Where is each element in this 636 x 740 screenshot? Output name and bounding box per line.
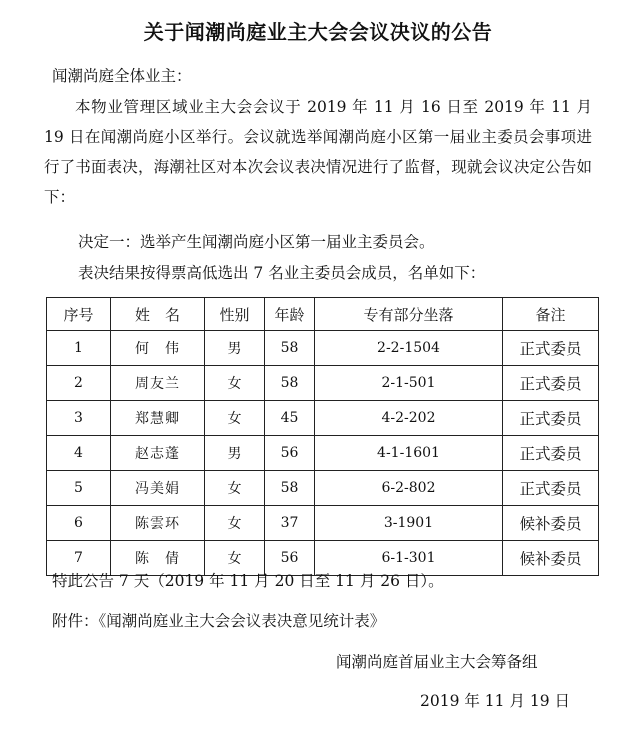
cell-note: 正式委员 bbox=[503, 436, 599, 471]
cell-name: 赵志蓬 bbox=[111, 436, 205, 471]
attachment-note: 附件：《闻潮尚庭业主大会会议表决意见统计表》 bbox=[52, 612, 386, 630]
result-intro: 表决结果按得票高低选出 7 名业主委员会成员，名单如下： bbox=[78, 264, 486, 282]
table-row bbox=[47, 471, 599, 506]
cell-note: 正式委员 bbox=[503, 331, 599, 366]
cell-name: 冯美娟 bbox=[111, 471, 205, 506]
cell-seq: 1 bbox=[47, 331, 111, 366]
header-age: 年龄 bbox=[265, 298, 315, 331]
cell-seq: 3 bbox=[47, 401, 111, 436]
cell-seq: 2 bbox=[47, 366, 111, 401]
cell-age: 58 bbox=[265, 331, 315, 366]
cell-gender: 女 bbox=[205, 506, 265, 541]
cell-gender: 女 bbox=[205, 541, 265, 576]
salutation: 闻潮尚庭全体业主： bbox=[52, 67, 192, 85]
cell-unit: 4-2-202 bbox=[315, 401, 503, 436]
cell-name: 何 伟 bbox=[111, 331, 205, 366]
cell-name: 陈 倩 bbox=[111, 541, 205, 576]
cell-note: 候补委员 bbox=[503, 506, 599, 541]
header-seq: 序号 bbox=[47, 298, 111, 331]
notice-title: 关于闻潮尚庭业主大会会议决议的公告 bbox=[143, 20, 493, 44]
issuer-signature: 闻潮尚庭首届业主大会筹备组 bbox=[336, 653, 538, 671]
issue-date: 2019 年 11 月 19 日 bbox=[420, 692, 571, 710]
cell-age: 58 bbox=[265, 366, 315, 401]
cell-gender: 男 bbox=[205, 436, 265, 471]
cell-seq: 4 bbox=[47, 436, 111, 471]
cell-note: 正式委员 bbox=[503, 471, 599, 506]
cell-unit: 4-1-1601 bbox=[315, 436, 503, 471]
table-row bbox=[47, 506, 599, 541]
cell-unit: 2-1-501 bbox=[315, 366, 503, 401]
cell-note: 正式委员 bbox=[503, 366, 599, 401]
cell-note: 正式委员 bbox=[503, 401, 599, 436]
cell-unit: 6-2-802 bbox=[315, 471, 503, 506]
header-note: 备注 bbox=[503, 298, 599, 331]
cell-age: 37 bbox=[265, 506, 315, 541]
cell-seq: 7 bbox=[47, 541, 111, 576]
table-row bbox=[47, 401, 599, 436]
body-paragraph: 本物业管理区域业主大会会议于 2019 年 11 月 16 日至 2019 年 11 月 19 日在闻潮尚庭小区举行。会议就选举闻潮尚庭小区第一届业主委员会事项进行了书面表决，海潮社区对本次会议表决情况进行了监督，现就会议决定公告如下： bbox=[44, 98, 592, 206]
cell-unit: 6-1-301 bbox=[315, 541, 503, 576]
cell-gender: 男 bbox=[205, 331, 265, 366]
cell-unit: 3-1901 bbox=[315, 506, 503, 541]
notice-period: 特此公告 7 天（2019 年 11 月 20 日至 11 月 26 日）。 bbox=[52, 572, 444, 590]
cell-gender: 女 bbox=[205, 471, 265, 506]
cell-gender: 女 bbox=[205, 366, 265, 401]
cell-gender: 女 bbox=[205, 401, 265, 436]
table-header-row bbox=[47, 298, 599, 331]
header-unit: 专有部分坐落 bbox=[315, 298, 503, 331]
cell-name: 周友兰 bbox=[111, 366, 205, 401]
members-table bbox=[46, 297, 599, 576]
cell-seq: 6 bbox=[47, 506, 111, 541]
table-row bbox=[47, 366, 599, 401]
decision-statement: 决定一：选举产生闻潮尚庭小区第一届业主委员会。 bbox=[78, 233, 435, 251]
cell-name: 郑慧卿 bbox=[111, 401, 205, 436]
table-row bbox=[47, 436, 599, 471]
table-row bbox=[47, 331, 599, 366]
header-name: 姓 名 bbox=[111, 298, 205, 331]
cell-seq: 5 bbox=[47, 471, 111, 506]
cell-age: 45 bbox=[265, 401, 315, 436]
cell-unit: 2-2-1504 bbox=[315, 331, 503, 366]
header-gender: 性别 bbox=[205, 298, 265, 331]
cell-name: 陈雲环 bbox=[111, 506, 205, 541]
cell-age: 56 bbox=[265, 436, 315, 471]
cell-age: 56 bbox=[265, 541, 315, 576]
cell-note: 候补委员 bbox=[503, 541, 599, 576]
cell-age: 58 bbox=[265, 471, 315, 506]
